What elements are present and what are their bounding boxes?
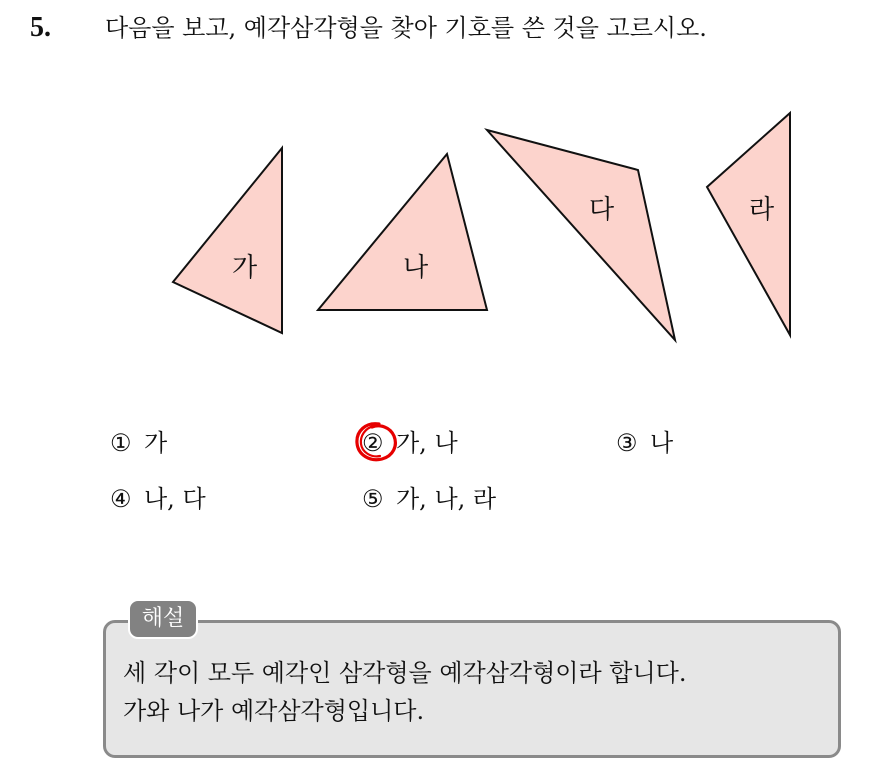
triangle-label-ga: 가 bbox=[232, 253, 258, 283]
choice-4-number: ④ bbox=[110, 485, 132, 513]
triangle-ga bbox=[173, 148, 282, 333]
triangles-figure bbox=[0, 0, 884, 380]
choice-5-number: ⑤ bbox=[362, 485, 384, 513]
choice-5[interactable] bbox=[362, 482, 496, 516]
question-text: 다음을 보고, 예각삼각형을 찾아 기호를 쓴 것을 고르시오. bbox=[105, 14, 707, 42]
triangle-da bbox=[487, 130, 675, 340]
triangle-na bbox=[318, 154, 487, 310]
answer-mark-circle-icon bbox=[352, 418, 402, 466]
solution-tab: 해설 bbox=[128, 599, 198, 639]
solution-line-2: 가와 나가 예각삼각형입니다. bbox=[123, 697, 425, 725]
choice-3-number: ③ bbox=[616, 429, 638, 457]
choice-2-text: 가, 나 bbox=[396, 429, 458, 457]
triangle-label-da: 다 bbox=[589, 195, 615, 225]
choice-1[interactable] bbox=[110, 426, 167, 460]
choice-3-text: 나 bbox=[650, 429, 674, 457]
triangle-label-na: 나 bbox=[403, 253, 429, 283]
triangle-label-ra: 라 bbox=[749, 195, 775, 225]
choice-1-number: ① bbox=[110, 429, 132, 457]
choice-4-text: 나, 다 bbox=[144, 485, 206, 513]
choice-3[interactable] bbox=[616, 426, 673, 460]
choice-5-text: 가, 나, 라 bbox=[396, 485, 497, 513]
choice-4[interactable] bbox=[110, 482, 206, 516]
choice-2-number: ② bbox=[362, 429, 384, 457]
solution-line-1: 세 각이 모두 예각인 삼각형을 예각삼각형이라 합니다. bbox=[123, 659, 687, 687]
question-number: 5. bbox=[30, 12, 51, 43]
choice-1-text: 가 bbox=[144, 429, 168, 457]
triangle-ra bbox=[707, 113, 790, 335]
